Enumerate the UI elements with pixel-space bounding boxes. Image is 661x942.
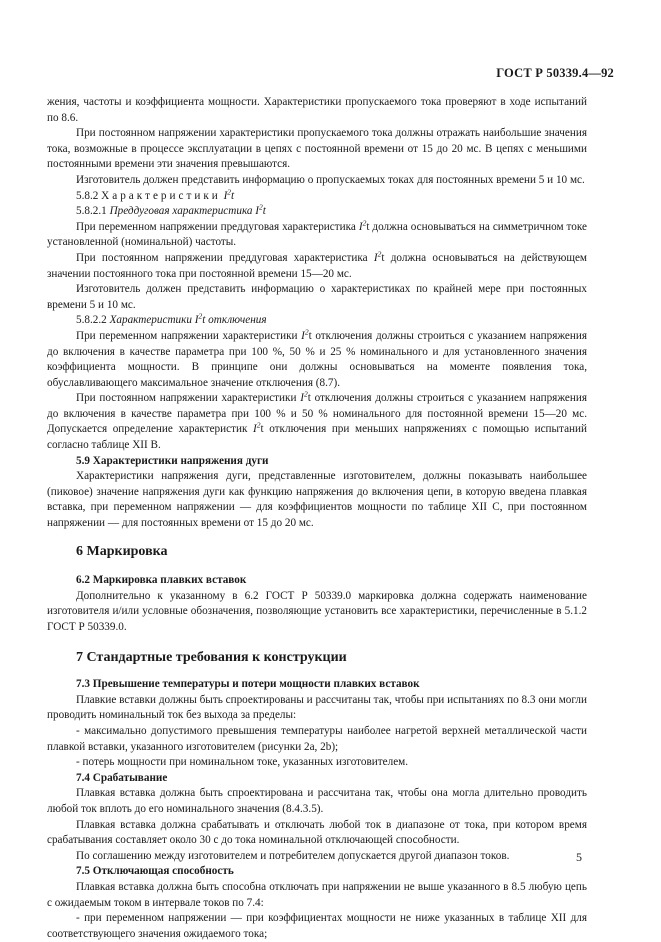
page-body: [47, 95, 587, 942]
paragraph: Плавкая вставка должна быть способна отключать при напряжении не выше указанного в 8.5 любую цепь с ожидаемым током в интервале токов по 7.4:: [47, 880, 587, 909]
list-item: - при переменном напряжении — при коэффициентах мощности не ниже указанных в таблице XII для соответствующего значения ожидаемого тока;: [47, 912, 587, 940]
section-7-5-heading: 7.5 Отключающая способность: [76, 865, 234, 878]
document-header: ГОСТ Р 50339.4—92: [496, 66, 614, 80]
paragraph: По соглашению между изготовителем и потребителем допускается другой диапазон токов.: [76, 849, 510, 862]
list-item: - потерь мощности при номинальном токе, указанных изготовителем.: [76, 756, 409, 769]
paragraph: При постоянном напряжении характеристики пропускаемого тока должны отражать наибольшие значения тока, возможные в процессе эксплуатации в цепях с постоянной времени от 15 до 20 мс. В цепях с меньшими постоянными времени эти значения превышаются.: [47, 127, 587, 171]
paragraph: Плавкая вставка должна быть спроектирована и рассчитана так, чтобы она могла длительно проводить любой ток вплоть до его номинального значения (8.4.3.5).: [47, 787, 587, 815]
section-5-8-2-1-heading: 5.8.2.1 Преддуговая характеристика $I^2t$: [76, 202, 266, 218]
section-7-4-heading: 7.4 Срабатывание: [76, 771, 168, 784]
paragraph: Изготовитель должен представить информацию о характеристиках по крайней мере при постоянных времени 5 и 10 мс.: [47, 283, 587, 311]
list-item: - максимально допустимого превышения температуры наиболее нагретой верхней металлической части плавкой вставки, указанного изготовителем (рисунки 2а, 2b);: [47, 724, 587, 753]
paragraph: Плавкие вставки должны быть спроектированы и рассчитаны так, чтобы при испытаниях по 8.3 они могли проводить номинальный ток без выхода за пределы:: [47, 693, 587, 722]
section-5-9-heading: 5.9 Характеристики напряжения дуги: [76, 454, 269, 467]
paragraph: Дополнительно к указанному в 6.2 ГОСТ Р 50339.0 маркировка должна содержать наименование изготовителя и/или условные обозначения, позволяющие установить все характеристики, перечисленные в 5.1.2 ГОСТ Р 50339.0.: [47, 589, 587, 633]
paragraph: При постоянном напряжении характеристики $I^2t$ отключения должны строиться с указанием напряжения до включения в качестве параметра при 100 % и 50 % номинального для постоянной времени 15—20 мс. Допускается определение характеристик $I^2t$ отключения при меньших напряжениях с помощью испытаний согласно таблице XII B.: [47, 389, 588, 452]
section-6-heading: 6 Маркировка: [76, 543, 168, 559]
paragraph: Изготовитель должен представить информацию о пропускаемых токах для постоянных времени 5 и 10 мс.: [76, 173, 585, 186]
section-6-2-heading: 6.2 Маркировка плавких вставок: [76, 574, 247, 587]
section-5-8-2-heading: 5.8.2 Характеристики $I^2t$: [76, 186, 235, 202]
paragraph: жения, частоты и коэффициента мощности. Характеристики пропускаемого тока проверяют в ходе испытаний по 8.6.: [47, 96, 587, 124]
paragraph: Характеристики напряжения дуги, представленные изготовителем, должны показывать наибольшее (пиковое) значение напряжения дуги как функцию напряжения до включения цепи, в которую введена плавкая вставка, при переменном напряжении — для коэффициентов мощности по таблице XII C, при постоянном напряжении — для постоянных времени от 15 до 20 мс.: [47, 470, 587, 530]
section-7-heading: 7 Стандартные требования к конструкции: [76, 649, 347, 665]
paragraph: При переменном напряжении характеристики $I^2t$ отключения должны строиться с указанием напряжения до включения в качестве параметра при 100 %, 50 % и 25 % номинального и для установленного значения коэффициента мощности. В принципе они должны основываться на моменте появления тока, обуславливающего максимальное значение отключения (8.7).: [47, 327, 588, 389]
paragraph: Плавкая вставка должна срабатывать и отключать любой ток в диапазоне от тока, при котором время срабатывания составляет около 30 с до тока номинальной отключающей способности.: [47, 818, 587, 847]
paragraph: При постоянном напряжении преддуговая характеристика $I^2t$ должна основываться на действующем значении постоянного тока при постоянной времени 15—20 мс.: [47, 249, 587, 280]
section-7-3-heading: 7.3 Превышение температуры и потери мощности плавких вставок: [76, 678, 420, 691]
paragraph: При переменном напряжении преддуговая характеристика $I^2t$ должна основываться на симметричном токе установленной (номинальной) частоты.: [47, 218, 588, 249]
page-number: 5: [576, 850, 582, 864]
section-5-8-2-2-heading: 5.8.2.2 Характеристики $I^2t$ отключения: [76, 311, 267, 327]
